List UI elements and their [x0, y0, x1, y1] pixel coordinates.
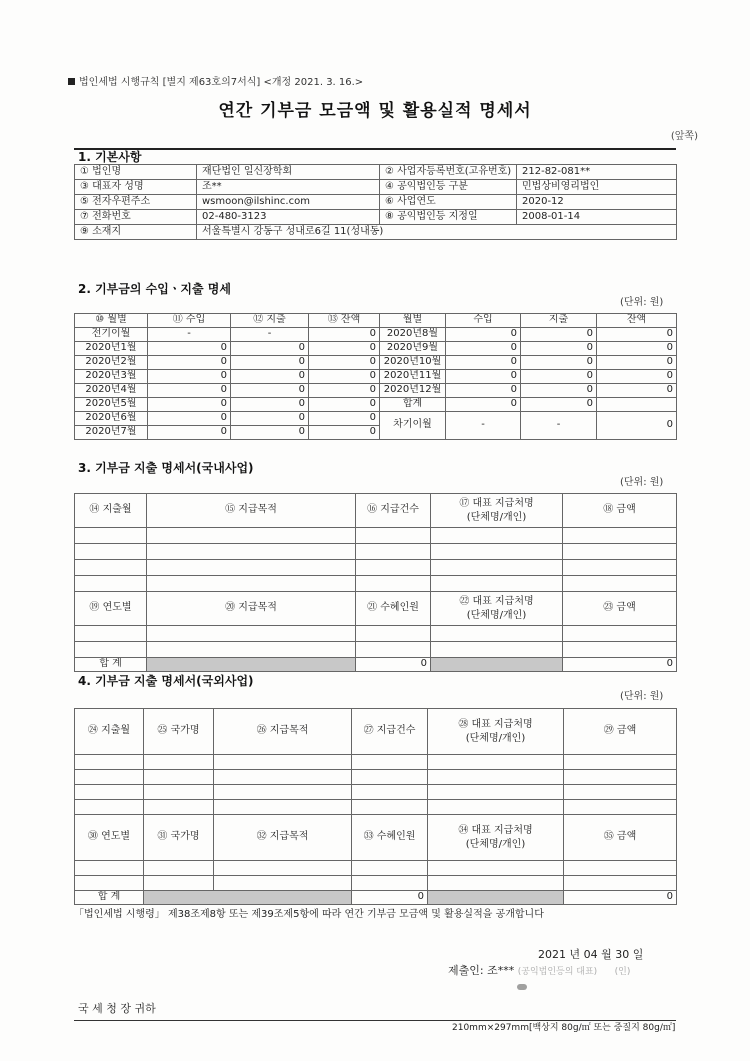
column-header: ㉗ 지급건수: [352, 709, 428, 755]
amount-cell: 0: [231, 384, 309, 398]
amount-cell: 0: [597, 328, 677, 342]
shaded-cell: [147, 658, 356, 672]
total-row: [75, 891, 677, 905]
empty-cell: [428, 770, 564, 785]
empty-cell: [75, 560, 147, 576]
empty-cell: [75, 800, 144, 815]
empty-cell: [147, 560, 356, 576]
empty-cell: [147, 626, 356, 642]
field-value: 2020-12: [517, 195, 677, 210]
empty-cell: [356, 544, 431, 560]
form-title: 연간 기부금 모금액 및 활용실적 명세서: [218, 101, 532, 121]
empty-cell: [431, 528, 563, 544]
amount-cell: 0: [446, 398, 521, 412]
month-cell: 2020년11월: [380, 370, 446, 384]
empty-cell: [144, 861, 214, 876]
carry-forward-label: 차기이월: [380, 412, 446, 440]
empty-cell: [352, 800, 428, 815]
section3-title: 3. 기부금 지출 명세서(국내사업): [78, 461, 254, 475]
month-cell: 2020년2월: [75, 356, 148, 370]
blank-row: [75, 800, 677, 815]
empty-cell: [75, 544, 147, 560]
submitter-label: 제출인:: [448, 964, 484, 977]
basic-info-row: [75, 195, 677, 210]
field-label: ④ 공익법인등 구분: [380, 180, 517, 195]
total-amount: 0: [563, 658, 677, 672]
amount-cell: 0: [309, 384, 380, 398]
table-header-row: [75, 494, 677, 528]
empty-cell: [564, 755, 677, 770]
submitter-name: 조***: [487, 964, 515, 977]
amount-cell: 0: [309, 356, 380, 370]
disclosure-statement: 「법인세법 시행령」 제38조제8항 또는 제39조제5항에 따라 연간 기부금 모금액 및 활용실적을 공개합니다: [74, 909, 544, 920]
blank-row: [75, 770, 677, 785]
empty-cell: [147, 544, 356, 560]
amount-cell: 0: [521, 384, 597, 398]
table-row: [75, 412, 677, 426]
column-header: 수입: [446, 314, 521, 328]
table-row: [75, 356, 677, 370]
empty-cell: [428, 800, 564, 815]
column-header: ㉚ 연도별: [75, 815, 144, 861]
empty-cell: [563, 642, 677, 658]
amount-cell: -: [521, 412, 597, 440]
empty-cell: [356, 528, 431, 544]
seal-mark: (인): [614, 967, 631, 977]
amount-cell: 0: [231, 412, 309, 426]
month-cell: 2020년6월: [75, 412, 148, 426]
empty-cell: [144, 770, 214, 785]
month-cell: 2020년1월: [75, 342, 148, 356]
amount-cell: 0: [521, 398, 597, 412]
blank-row: [75, 861, 677, 876]
field-value: 재단법인 일신장학회: [197, 165, 380, 180]
empty-cell: [563, 576, 677, 592]
field-value: 민법상비영리법인: [517, 180, 677, 195]
amount-cell: 0: [446, 342, 521, 356]
empty-cell: [214, 861, 352, 876]
amount-cell: 0: [521, 356, 597, 370]
empty-cell: [352, 876, 428, 891]
empty-cell: [75, 785, 144, 800]
column-header: ⑰ 대표 지급처명 (단체명/개인): [431, 494, 563, 528]
empty-cell: [564, 861, 677, 876]
amount-cell: 0: [597, 342, 677, 356]
column-header: ㉟ 금액: [564, 815, 677, 861]
empty-cell: [75, 755, 144, 770]
address-row: [75, 225, 677, 240]
amount-cell: 0: [309, 328, 380, 342]
empty-cell: [356, 576, 431, 592]
field-label: ⑥ 사업연도: [380, 195, 517, 210]
domestic-expense-table: [74, 493, 677, 672]
month-cell: 합계: [380, 398, 446, 412]
empty-cell: [144, 800, 214, 815]
column-header: ⑫ 지출: [231, 314, 309, 328]
empty-cell: [356, 626, 431, 642]
empty-cell: [214, 876, 352, 891]
empty-cell: [563, 528, 677, 544]
table-header-row: [75, 815, 677, 861]
section3-unit: (단위: 원): [620, 477, 664, 488]
empty-cell: [75, 642, 147, 658]
paper-spec: 210mm×297mm[백상지 80g/㎡ 또는 중질지 80g/㎡]: [452, 1023, 676, 1033]
law-reference: 법인세법 시행규칙 [별지 제63호의7서식] <개정 2021. 3. 16.>: [68, 78, 363, 88]
empty-cell: [75, 861, 144, 876]
amount-cell: [597, 398, 677, 412]
field-value: 조**: [197, 180, 380, 195]
empty-cell: [75, 576, 147, 592]
empty-cell: [147, 642, 356, 658]
column-header: 지출: [521, 314, 597, 328]
submission-date: 2021 년 04 월 30 일: [538, 948, 644, 961]
table-row: [75, 384, 677, 398]
table-row: [75, 328, 677, 342]
shaded-cell: [428, 891, 564, 905]
field-value: 02-480-3123: [197, 210, 380, 225]
field-label: ⑧ 공익법인등 지정일: [380, 210, 517, 225]
table-row: [75, 398, 677, 412]
column-header: ㉒ 대표 지급처명 (단체명/개인): [431, 592, 563, 626]
empty-cell: [214, 770, 352, 785]
empty-cell: [75, 770, 144, 785]
field-label: ⑤ 전자우편주소: [75, 195, 197, 210]
field-value: wsmoon@ilshinc.com: [197, 195, 380, 210]
total-label: 합 계: [75, 891, 144, 905]
column-header: ⑱ 금액: [563, 494, 677, 528]
blank-row: [75, 876, 677, 891]
amount-cell: 0: [309, 342, 380, 356]
blank-row: [75, 576, 677, 592]
column-header: ⑩ 월별: [75, 314, 148, 328]
address-value: 서울특별시 강동구 성내로6길 11(성내동): [197, 225, 677, 240]
column-header: 잔액: [597, 314, 677, 328]
amount-cell: 0: [521, 370, 597, 384]
amount-cell: 0: [231, 370, 309, 384]
empty-cell: [563, 626, 677, 642]
total-count: 0: [352, 891, 428, 905]
field-label: ① 법인명: [75, 165, 197, 180]
amount-cell: 0: [231, 342, 309, 356]
amount-cell: 0: [231, 398, 309, 412]
table-row: [75, 370, 677, 384]
empty-cell: [564, 800, 677, 815]
month-cell: 2020년7월: [75, 426, 148, 440]
total-label: 합 계: [75, 658, 147, 672]
amount-cell: 0: [148, 342, 231, 356]
amount-cell: 0: [309, 426, 380, 440]
empty-cell: [144, 785, 214, 800]
blank-row: [75, 544, 677, 560]
amount-cell: -: [148, 328, 231, 342]
empty-cell: [147, 528, 356, 544]
shaded-cell: [431, 658, 563, 672]
foreign-expense-table: [74, 708, 677, 905]
top-rule: [74, 148, 676, 150]
amount-cell: 0: [148, 356, 231, 370]
column-header: ㉜ 지급목적: [214, 815, 352, 861]
column-header: ⑬ 잔액: [309, 314, 380, 328]
empty-cell: [214, 785, 352, 800]
ink-smudge: [517, 984, 527, 990]
total-amount: 0: [564, 891, 677, 905]
submitter-line: [448, 965, 630, 977]
section2-title: 2. 기부금의 수입ㆍ지출 명세: [78, 282, 231, 296]
month-cell: 2020년3월: [75, 370, 148, 384]
recipient: 국 세 청 장 귀하: [78, 1002, 156, 1015]
empty-cell: [75, 528, 147, 544]
column-header: ㉘ 대표 지급처명 (단체명/개인): [428, 709, 564, 755]
income-expense-table: [74, 313, 677, 440]
empty-cell: [431, 626, 563, 642]
empty-cell: [428, 785, 564, 800]
table-row: [75, 342, 677, 356]
basic-info-row: [75, 210, 677, 225]
column-header: ㉙ 금액: [564, 709, 677, 755]
empty-cell: [356, 560, 431, 576]
amount-cell: 0: [446, 370, 521, 384]
empty-cell: [563, 544, 677, 560]
column-header: ㉑ 수혜인원: [356, 592, 431, 626]
empty-cell: [75, 626, 147, 642]
month-cell: 2020년4월: [75, 384, 148, 398]
field-label: ② 사업자등록번호(고유번호): [380, 165, 517, 180]
empty-cell: [352, 770, 428, 785]
empty-cell: [428, 861, 564, 876]
table-header-row: [75, 314, 677, 328]
section4-unit: (단위: 원): [620, 691, 664, 702]
empty-cell: [564, 770, 677, 785]
amount-cell: 0: [309, 398, 380, 412]
column-header: ㉖ 지급목적: [214, 709, 352, 755]
amount-cell: -: [446, 412, 521, 440]
total-row: [75, 658, 677, 672]
total-count: 0: [356, 658, 431, 672]
amount-cell: 0: [597, 370, 677, 384]
column-header: ⑮ 지급목적: [147, 494, 356, 528]
column-header: ㉓ 금액: [563, 592, 677, 626]
amount-cell: 0: [446, 384, 521, 398]
empty-cell: [144, 755, 214, 770]
month-cell: 2020년10월: [380, 356, 446, 370]
blank-row: [75, 755, 677, 770]
column-header: ⑲ 연도별: [75, 592, 147, 626]
amount-cell: 0: [148, 426, 231, 440]
column-header: 월별: [380, 314, 446, 328]
empty-cell: [144, 876, 214, 891]
empty-cell: [564, 785, 677, 800]
amount-cell: 0: [231, 356, 309, 370]
column-header: ㉛ 국가명: [144, 815, 214, 861]
empty-cell: [214, 800, 352, 815]
blank-row: [75, 642, 677, 658]
empty-cell: [428, 876, 564, 891]
field-label: ⑦ 전화번호: [75, 210, 197, 225]
amount-cell: 0: [446, 356, 521, 370]
empty-cell: [75, 876, 144, 891]
empty-cell: [147, 576, 356, 592]
month-cell: 2020년8월: [380, 328, 446, 342]
column-header: ㉝ 수혜인원: [352, 815, 428, 861]
basic-info-table: [74, 164, 677, 240]
field-label: ⑨ 소재지: [75, 225, 197, 240]
table-header-row: [75, 592, 677, 626]
field-label: ③ 대표자 성명: [75, 180, 197, 195]
amount-cell: 0: [309, 412, 380, 426]
blank-row: [75, 626, 677, 642]
empty-cell: [352, 861, 428, 876]
empty-cell: [431, 642, 563, 658]
amount-cell: 0: [446, 328, 521, 342]
section1-title: 1. 기본사항: [78, 150, 142, 164]
month-cell: 전기이월: [75, 328, 148, 342]
amount-cell: 0: [148, 412, 231, 426]
amount-cell: 0: [597, 356, 677, 370]
column-header: ⑭ 지출월: [75, 494, 147, 528]
blank-row: [75, 560, 677, 576]
bottom-rule: [74, 1020, 676, 1021]
square-bullet-icon: [68, 78, 75, 85]
month-cell: 2020년5월: [75, 398, 148, 412]
column-header: ㉞ 대표 지급처명 (단체명/개인): [428, 815, 564, 861]
empty-cell: [431, 560, 563, 576]
table-header-row: [75, 709, 677, 755]
amount-cell: 0: [231, 426, 309, 440]
column-header: ⑳ 지급목적: [147, 592, 356, 626]
blank-row: [75, 528, 677, 544]
basic-info-row: [75, 180, 677, 195]
amount-cell: 0: [521, 328, 597, 342]
shaded-cell: [144, 891, 352, 905]
amount-cell: 0: [597, 412, 677, 440]
field-value: 2008-01-14: [517, 210, 677, 225]
empty-cell: [352, 755, 428, 770]
column-header: ㉕ 국가명: [144, 709, 214, 755]
amount-cell: 0: [148, 370, 231, 384]
empty-cell: [214, 755, 352, 770]
column-header: ㉔ 지출월: [75, 709, 144, 755]
empty-cell: [356, 642, 431, 658]
front-side-label: (앞쪽): [670, 131, 698, 142]
month-cell: 2020년12월: [380, 384, 446, 398]
section4-title: 4. 기부금 지출 명세서(국외사업): [78, 674, 254, 688]
empty-cell: [428, 755, 564, 770]
submitter-role: (공익법인등의 대표): [517, 967, 598, 977]
blank-row: [75, 785, 677, 800]
amount-cell: 0: [148, 398, 231, 412]
column-header: ⑯ 지급건수: [356, 494, 431, 528]
amount-cell: 0: [521, 342, 597, 356]
empty-cell: [352, 785, 428, 800]
amount-cell: 0: [309, 370, 380, 384]
empty-cell: [563, 560, 677, 576]
column-header: ⑪ 수입: [148, 314, 231, 328]
empty-cell: [564, 876, 677, 891]
section2-unit: (단위: 원): [620, 297, 664, 308]
amount-cell: 0: [148, 384, 231, 398]
month-cell: 2020년9월: [380, 342, 446, 356]
amount-cell: 0: [597, 384, 677, 398]
empty-cell: [431, 544, 563, 560]
amount-cell: -: [231, 328, 309, 342]
empty-cell: [431, 576, 563, 592]
basic-info-row: [75, 165, 677, 180]
field-value: 212-82-081**: [517, 165, 677, 180]
